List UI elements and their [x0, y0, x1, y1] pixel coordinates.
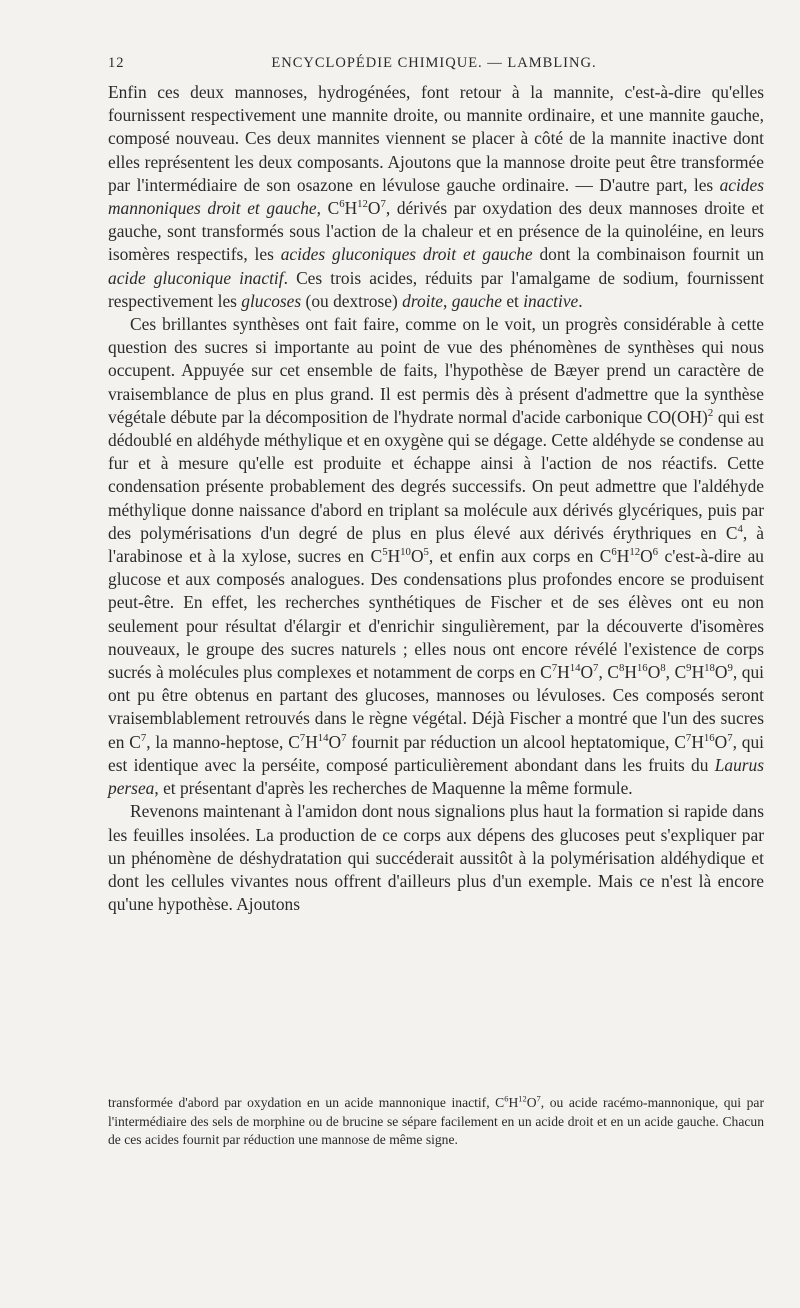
footnote-text: transformée d'abord par oxydation en un acide mannonique inactif, $C^6H^{12}O^7$, ou acide racémo-mannonique, qui par l'intermédiaire des sels de morphine ou de brucine se sépare facilement en un acide droit et en un acide gauche. Chacun de ces acides fournit par réduction une mannose de même signe. — [108, 1093, 764, 1148]
running-header — [108, 55, 760, 79]
footnote — [108, 1094, 764, 1150]
paragraph: Enfin ces deux mannoses, hydrogénées, font retour à la mannite, c'est-à-dire qu'elles fournissent respectivement une mannite droite, ou mannite ordinaire, et une mannite gauche, composé nouveau. Ces deux mannites viennent se placer à côté de la mannite inactive dont elles représentent les deux composants. Ajoutons que la mannose droite peut être transformée par l'intermédiaire de son osazone en lévulose gauche ordinaire. — D'autre part, les acides mannoniques droit et gauche, $C^6H^{12}O^7$, dérivés par oxydation des deux mannoses droite et gauche, sont transformés sous l'action de la chaleur et en présence de la quinoléine, en leurs isomères respectifs, les acides gluconiques droit et gauche dont la combinaison fournit un acide gluconique inactif. Ces trois acides, réduits par l'amalgame de sodium, fournissent respectivement les glucoses (ou dextrose) droite, gauche et inactive. — [108, 82, 765, 311]
page-number: 12 — [108, 55, 125, 71]
main-text — [108, 81, 764, 916]
paragraph: Ces brillantes synthèses ont fait faire, comme on le voit, un progrès considérable à cette question des sucres si importante au point de vue des phénomènes de synthèses qui nous occupent. Appuyée sur cet ensemble de faits, l'hypothèse de Bæyer prend un caractère de vraisemblance de plus en plus grand. Il est permis dès à présent d'admettre que la synthèse végétale débute par la décomposition de l'hydrate normal d'acide carbonique CO(OH)$^2$ qui est dédoublé en aldéhyde méthylique et en oxygène qui se dégage. Cette aldéhyde se condense au fur et à mesure qu'elle est produite et échappe ainsi à l'action de nos réactifs. Cette condensation présente probablement des degrés successifs. On peut admettre que l'aldéhyde méthylique donne naissance d'abord en triplant sa molécule aux dérivés glycériques, puis par des polymérisations d'un degré de plus en plus élevé aux dérivés érythriques en $C^4$, à l'arabinose et à la xylose, sucres en $C^5H^{10}O^5$, et enfin aux corps en $C^6H^{12}O^6$ c'est-à-dire au glucose et aux composés analogues. Des condensations plus profondes encore se produisent peut-être. En effet, les recherches synthétiques de Fischer et de ses élèves ont eu non seulement pour résultat d'élargir et d'enrichir singulièrement, par la découverte d'isomères nouveaux, le groupe des sucres naturels ; elles nous ont encore révélé l'existence de corps sucrés à molécules plus complexes et notamment de corps en $C^7H^{14}O^7$, $C^8H^{16}O^8$, $C^9H^{18}O^9$, qui ont pu être obtenus en partant des glucoses, mannoses ou lévuloses. Ces composés seront vraisemblablement retrouvés dans le règne végétal. Déjà Fischer a montré que l'un des sucres en $C^7$, la manno-heptose, $C^7H^{14}O^7$ fournit par réduction un alcool heptatomique, $C^7H^{16}O^7$, qui est identique avec la perséite, composé particulièrement abondant dans les fruits du Laurus persea, et présentant d'après les recherches de Maquenne la même formule. — [108, 314, 764, 799]
running-title: ENCYCLOPÉDIE CHIMIQUE. — LAMBLING. — [271, 55, 597, 71]
paragraph: Revenons maintenant à l'amidon dont nous signalions plus haut la formation si rapide dans les feuilles insolées. La production de ce corps aux dépens des glucoses peut s'expliquer par un phénomène de déshydratation qui succéderait aussitôt à la polymérisation aldéhydique et dont les cellules vivantes nous offrent d'ailleurs plus d'un exemple. Mais ce n'est là encore qu'une hypothèse. Ajoutons — [108, 801, 764, 915]
